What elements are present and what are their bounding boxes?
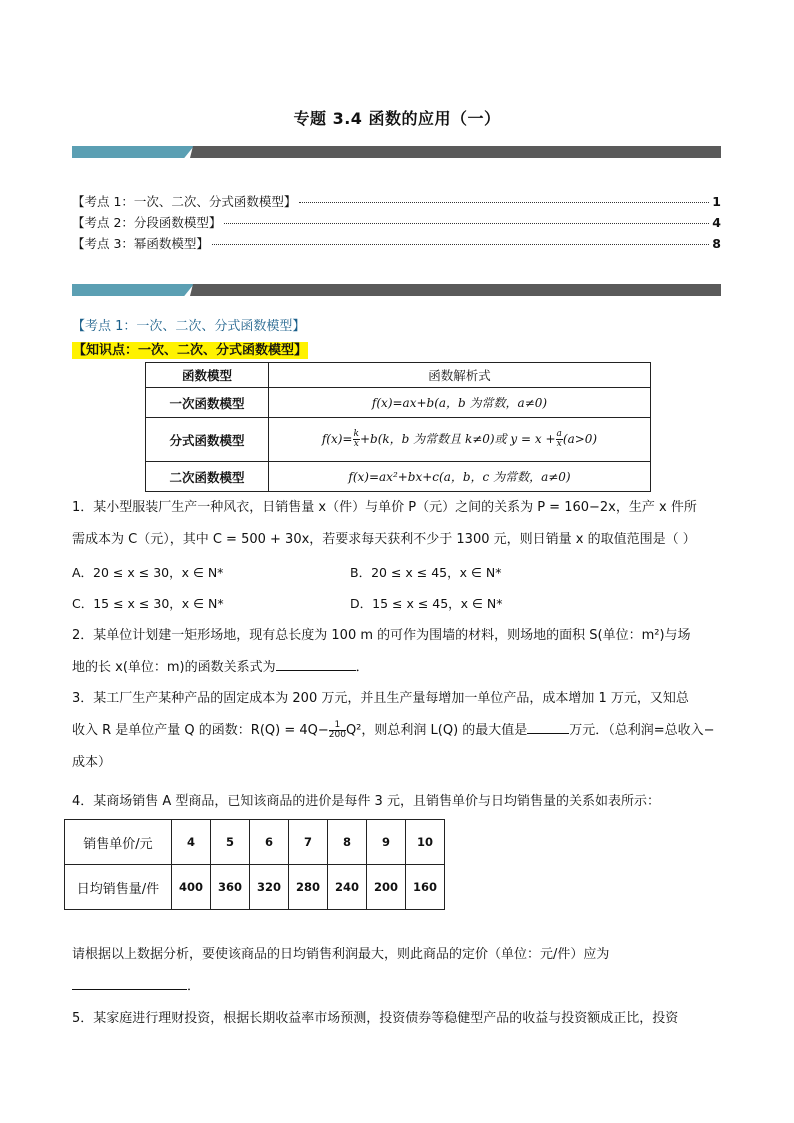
toc-item-3[interactable] (72, 234, 721, 252)
knowledge-point-label (72, 339, 308, 358)
toc-page: 8 (712, 236, 721, 251)
table-header: 函数模型 (146, 363, 269, 388)
table-cell: f(x)=ax²+bx+c(a，b，c 为常数，a≠0) (269, 462, 651, 492)
question-text: 2．某单位计划建一矩形场地，现有总长度为 100 m 的可作为围墙的材料，则场地的面积 S(单位：m²)与场 (72, 628, 691, 643)
table-cell: 10 (406, 820, 445, 865)
table-cell: 9 (367, 820, 406, 865)
question-text: 需成本为 C（元），其中 C = 500 + 30x，若要求每天获利不少于 1300 元，则日销量 x 的取值范围是（ ） (72, 532, 696, 547)
frac-num: k (353, 429, 359, 439)
page-title: 专题 3.4 函数的应用（一） (293, 109, 501, 128)
question-text-part: 万元．（总利润=总收入− (569, 723, 715, 738)
table-cell: 280 (289, 865, 328, 910)
question-4-followup (72, 939, 722, 1003)
option-d[interactable]: D．15 ≤ x ≤ 45，x ∈ N* (350, 596, 503, 611)
table-cell: 400 (172, 865, 211, 910)
question-text: 成本） (72, 755, 112, 770)
table-header: 函数解析式 (269, 363, 651, 388)
knowledge-highlight: 【知识点：一次、二次、分式函数模型】 (73, 343, 308, 358)
table-cell: 160 (406, 865, 445, 910)
toc-item-1[interactable] (72, 192, 721, 210)
section-divider-bar (72, 284, 721, 296)
answer-blank[interactable] (72, 975, 187, 990)
table-cell: f(x)=ax+b(a，b 为常数，a≠0) (269, 388, 651, 418)
option-b[interactable]: B．20 ≤ x ≤ 45，x ∈ N* (350, 565, 502, 580)
question-text: 1．某小型服装厂生产一种风衣，日销售量 x（件）与单价 P（元）之间的关系为 P = 160−2x，生产 x 件所 (72, 500, 697, 515)
table-cell: 6 (250, 820, 289, 865)
frac-den: 200 (328, 730, 346, 740)
table-cell: 7 (289, 820, 328, 865)
question-text-part: 地的长 x(单位：m)的函数关系式为 (72, 660, 276, 675)
frac-den: x (556, 439, 562, 449)
question-text-part: 收入 R 是单位产量 Q 的函数：R(Q) = 4Q− (72, 723, 329, 738)
question-text: 请根据以上数据分析，要使该商品的日均销售利润最大，则此商品的定价（单位：元/件）应为 (72, 947, 610, 962)
toc-label: 【考点 2：分段函数模型】 (72, 215, 222, 230)
table-cell: 5 (211, 820, 250, 865)
table-cell: 240 (328, 865, 367, 910)
table-cell: 二次函数模型 (146, 462, 269, 492)
question-text: 3．某工厂生产某种产品的固定成本为 200 万元，并且生产量每增加一单位产品，成本增加 1 万元，又知总 (72, 691, 689, 706)
question-text-part: ． (187, 979, 201, 994)
table-cell: 4 (172, 820, 211, 865)
table-cell: 200 (367, 865, 406, 910)
question-text (72, 715, 722, 747)
table-cell: 分式函数模型 (146, 418, 269, 462)
row-header: 销售单价/元 (65, 820, 172, 865)
table-cell (269, 418, 651, 462)
table-cell: 320 (250, 865, 289, 910)
table-cell: 一次函数模型 (146, 388, 269, 418)
answer-blank[interactable] (276, 656, 356, 671)
fraction (353, 430, 360, 449)
toc-label: 【考点 3：幂函数模型】 (72, 236, 209, 251)
formula-part: (a>0) (562, 432, 598, 446)
question-text: 4．某商场销售 A 型商品，已知该商品的进价是每件 3 元，且销售单价与日均销售量的关系如表所示： (72, 794, 660, 809)
question-text (72, 652, 722, 684)
toc-item-2[interactable] (72, 213, 721, 231)
question-4 (72, 786, 722, 818)
question-text: 5．某家庭进行理财投资，根据长期收益率市场预测，投资债券等稳健型产品的收益与投资额成正比，投资 (72, 1011, 679, 1026)
section-heading: 【考点 1：一次、二次、分式函数模型】 (72, 319, 306, 334)
formula-part: +b(k，b 为常数且 k≠0)或 y = x + (359, 432, 556, 446)
frac-den: x (353, 439, 359, 449)
question-text-part: ． (355, 660, 369, 675)
toc-page: 4 (712, 215, 721, 230)
function-model-table (145, 362, 651, 492)
price-sales-table (64, 819, 445, 910)
header-divider-bar (72, 146, 721, 158)
row-header: 日均销售量/件 (65, 865, 172, 910)
question-text (72, 971, 722, 1003)
fraction (556, 430, 563, 449)
frac-num: a (556, 429, 562, 439)
answer-blank[interactable] (527, 719, 569, 734)
option-c[interactable]: C．15 ≤ x ≤ 30，x ∈ N* (72, 596, 224, 611)
table-cell: 8 (328, 820, 367, 865)
option-a[interactable]: A．20 ≤ x ≤ 30，x ∈ N* (72, 565, 224, 580)
question-2 (72, 620, 722, 684)
question-1 (72, 492, 722, 556)
toc-page: 1 (712, 194, 721, 209)
frac-num: 1 (329, 721, 346, 731)
question-text-part: Q²，则总利润 L(Q) 的最大值是 (345, 723, 528, 738)
question-3 (72, 683, 722, 779)
table-cell: 360 (211, 865, 250, 910)
toc-label: 【考点 1：一次、二次、分式函数模型】 (72, 194, 297, 209)
question-5 (72, 1003, 722, 1035)
fraction (329, 721, 346, 740)
formula-part: f(x)= (321, 432, 353, 446)
